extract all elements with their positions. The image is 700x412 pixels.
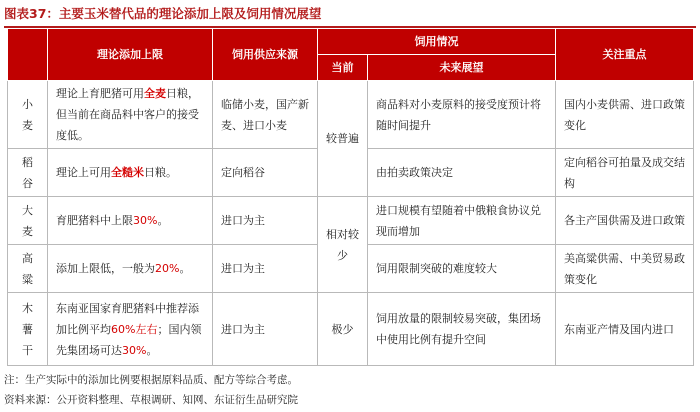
future-cell: 进口规模有望随着中俄粮食协议兑现而增加: [368, 197, 556, 245]
limit-percent: 30%: [133, 214, 158, 227]
header-source: 饲用供应来源: [213, 29, 318, 81]
crop-name: 小 麦: [8, 81, 48, 149]
figure-title: 图表37：主要玉米替代品的理论添加上限及饲用情况展望: [4, 6, 322, 21]
header-row: [8, 29, 694, 55]
limit-cell: 理论上育肥猪可用全麦日粮，但当前在商品料中客户的接受度低。: [48, 81, 213, 149]
future-cell: 饲用放量的限制较易突破，集团场中使用比例有提升空间: [368, 293, 556, 366]
limit-cell: 育肥猪料中上限30%。: [48, 197, 213, 245]
source-cell: 进口为主: [213, 245, 318, 293]
header-crop: [8, 29, 48, 81]
current-cell: 极少: [318, 293, 368, 366]
source-note: 资料来源：公开资料整理、草根调研、知网、东证衍生品研究院: [4, 394, 298, 406]
focus-cell: 各主产国供需及进口政策: [556, 197, 694, 245]
header-limit: 理论添加上限: [48, 29, 213, 81]
header-current: 当前: [318, 55, 368, 81]
source-cell: 进口为主: [213, 293, 318, 366]
crop-name: 稻 谷: [8, 149, 48, 197]
focus-cell: 定向稻谷可拍量及成交结构: [556, 149, 694, 197]
source-cell: 定向稻谷: [213, 149, 318, 197]
limit-highlight: 全麦: [144, 87, 166, 100]
limit-percent: 30%: [122, 343, 147, 357]
limit-cell: 理论上可用全糙米日粮。: [48, 149, 213, 197]
limit-percent: 20%: [155, 262, 180, 275]
current-cell: 较普遍: [318, 81, 368, 197]
table-row: [8, 197, 694, 245]
focus-cell: 美高粱供需、中美贸易政策变化: [556, 245, 694, 293]
header-usage: 饲用情况: [318, 29, 556, 55]
footnote: 注：生产实际中的添加比例要根据原料品质、配方等综合考虑。: [4, 374, 298, 386]
future-cell: 由拍卖政策决定: [368, 149, 556, 197]
focus-cell: 国内小麦供需、进口政策变化: [556, 81, 694, 149]
current-cell: 相对较少: [318, 197, 368, 293]
limit-cell: 添加上限低，一般为20%。: [48, 245, 213, 293]
header-focus: 关注重点: [556, 29, 694, 81]
header-future: 未来展望: [368, 55, 556, 81]
source-cell: 临储小麦，国产新麦、进口小麦: [213, 81, 318, 149]
table-row: [8, 81, 694, 149]
table-row: [8, 293, 694, 366]
limit-percent: 60%左右: [111, 322, 158, 336]
source-cell: 进口为主: [213, 197, 318, 245]
crop-name: 木 薯 干: [8, 293, 48, 366]
future-cell: 饲用限制突破的难度较大: [368, 245, 556, 293]
focus-cell: 东南亚产情及国内进口: [556, 293, 694, 366]
limit-cell: 东南亚国家育肥猪料中推荐添加比例平均60%左右；国内领先集团场可达30%。: [48, 293, 213, 366]
crop-name: 大 麦: [8, 197, 48, 245]
limit-highlight: 全糙米: [111, 166, 144, 179]
crop-name: 高 粱: [8, 245, 48, 293]
substitutes-table: [7, 28, 694, 366]
future-cell: 商品料对小麦原料的接受度预计将随时间提升: [368, 81, 556, 149]
